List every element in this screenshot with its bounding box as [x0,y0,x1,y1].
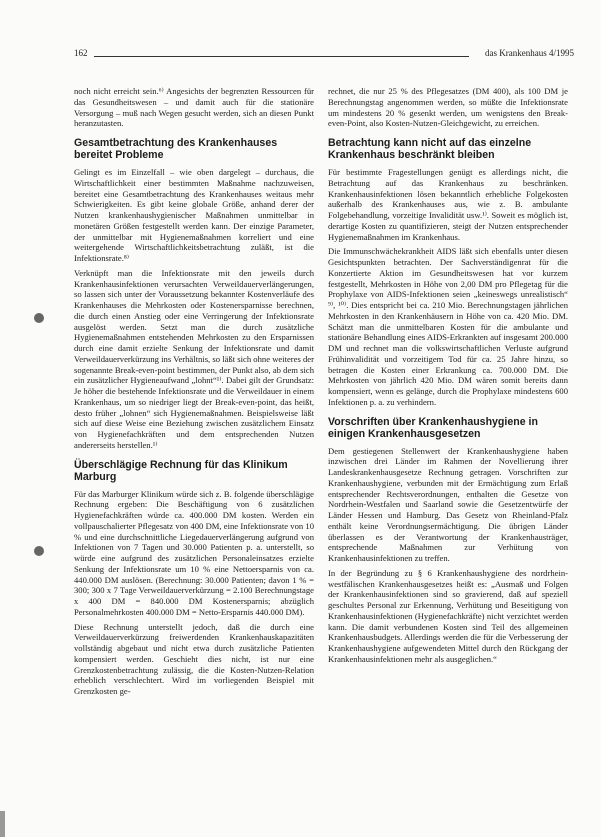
page-number: 162 [74,48,88,58]
section-heading: Überschlägige Rechnung für das Klinikum Marburg [74,458,288,483]
scan-edge-mark [0,811,5,837]
punch-hole-icon [34,313,44,323]
section-heading: Gesamtbetrachtung des Krankenhauses bereitet Probleme [74,137,278,161]
paragraph: rechnet, die nur 25 % des Pflegesatzes (DM 400), als 100 DM je Berechnungstag angenommen werden, so müßte die Infektionsrate um mindestens 20 % gesenkt werden, um wenigstens den Break-even-Point, also Kosten-Nutzen-Gleichgewicht, zu erreichen. [328,86,568,129]
punch-hole-icon [34,546,44,556]
journal-name: das Krankenhaus 4/1995 [485,48,574,58]
paragraph: Diese Rechnung unterstellt jedoch, daß die durch eine Verweildauerverkürzung freiwerdenden Krankenhauskapazitäten vollständig abgebaut und nicht etwa durch zusätzliche Patienten kompensiert werden. Geschieht dies nicht, ist nur eine Grenzkostenbetrachtung zulässig, die die Kosten-Nutzen-Relation erheblich verschlechtert. Wird im vorliegenden Beispiel mit Grenzkosten ge- [74,621,314,696]
left-column [74,86,314,701]
paragraph: Für bestimmte Fragestellungen genügt es allerdings nicht, die Betrachtung auf das Krankenhaus zu beschränken. Krankenhausinfektionen lösen bekanntlich erhebliche Folgekosten außerhalb des Krankenhauses aus, wie z. B. ambulante Folgebehandlung, vorzeitige Invalidität usw.¹⁾. Soweit es möglich ist, derartige Kosten zu quantifizieren, steigt der Nutzen entsprechender Hygienemaßnahmen im Krankenhaus. [328,167,568,242]
paragraph: Verknüpft man die Infektionsrate mit den jeweils durch Krankenhausinfektionen verursachten Verweildauerverlängerungen, so lassen sich unter der Voraussetzung bekannter Kostenverläufe des Krankenhauses die Mehrkosten oder Kostenersparnisse berechnen, die durch einen Anstieg oder eine Verringerung der Infektionsrate ausgelöst werden. Setzt man die durch zusätzliche Hygienemaßnahmen entstehenden Mehrkosten zu den Ersparnissen durch eine damit erzielte Senkung der Infektionsrate und damit Verweildauerverkürzung ins Verhältnis, so läßt sich ohne weiteres der sogenannte Break-even-point bestimmen, der Punkt also, ab dem sich ein zusätzlicher Hygieneaufwand „lohnt“¹⁾. Dabei gilt der Grundsatz: Je höher die bestehende Infektionsrate und die Verweildauer in einem Krankenhaus, um so niedriger liegt der Break-even-point, das heißt, desto früher „lohnen“ sich Hygienemaßnahmen. Beispielsweise läßt sich auf diese Weise eine Beziehung zwischen zusätzlichem Einsatz von Hygienefachkräften und dem entsprechenden Nutzen andererseits herstellen.¹⁾ [74,267,314,450]
paragraph: In der Begründung zu § 6 Krankenhaushygiene des nordrhein-westfälischen Krankenhausgesetzes heißt es: „Ausmaß und Folgen der Krankenhausinfektionen sind so gravierend, daß auf speziell geschultes Personal zur Erkennung, Verhütung und Beseitigung von Krankenhausinfektionen (Hygienefachkräfte) nicht verzichtet werden kann. Die damit verbundenen Kosten sind Teil des allgemeinen Krankenhausbudgets. Allerdings werden die für die Verbesserung der Krankenhaushygiene aufgewendeten Mittel durch den Rückgang der Krankenhausinfektionen mehr als ausgeglichen.“ [328,567,568,664]
paragraph: Dem gestiegenen Stellenwert der Krankenhaushygiene haben inzwischen drei Länder im Rahmen der Novellierung ihrer Landeskrankenhausgesetze Rechnung getragen. Vorschriften zur Krankenhaushygiene, verbunden mit der Ermächtigung zum Erlaß entsprechender Rechtsverordnungen, enthalten die Gesetze von Nordrhein-Westfalen und Saarland sowie die Gesetzentwürfe der Länder Hessen und Hamburg. Das Gesetz von Rheinland-Pfalz enthält keine Verordnungsermächtigung. Die übrigen Länder überlassen es der Verantwortung der Krankenhausträger, entsprechende Maßnahmen zur Verhütung von Krankenhausinfektionen zu treffen. [328,445,568,563]
section-heading: Betrachtung kann nicht auf das einzelne Krankenhaus beschränkt bleiben [328,137,532,161]
paragraph: Gelingt es im Einzelfall – wie oben dargelegt – durchaus, die Wirtschaftlichkeit einer bestimmten Maßnahme nachzuweisen, bereitet eine Gesamtbetrachtung des Krankenhauses weitaus mehr Schwierigkeiten. Es gibt keine globale Größe, anhand derer der Nutzen krankenhaushygienischer Maßnahmen unmittelbar in monetären Größen festgestellt werden kann. Der einzige Parameter, der unmittelbar mit Hygienemaßnahmen korreliert und eine weitergehende Wirtschaftlichkeitsbetrachtung zuläßt, ist die Infektionsrate.⁸⁾ [74,167,314,263]
paragraph: Für das Marburger Klinikum würde sich z. B. folgende überschlägige Rechnung ergeben: Die Beschäftigung von 6 zusätzlichen Hygienefachkräften würde ca. 400.000 DM kosten. Werden ein vollpauschalierter Pflegesatz von 400 DM, eine Infektionsrate von 10 % und eine durchschnittliche Liegedauerverlängerung aufgrund von Infektionen von 7 Tagen und 30.000 Patienten p. a. unterstellt, so würde eine aufgrund des zusätzlichen Personaleinsatzes erzielte Senkung der Infektionsrate um 10 % eine Nettoersparnis von ca. 440.000 DM auslösen. (Berechnung: 30.000 Patienten; davon 1 % = 300; 300 x 7 Tage Verweildauerverkürzung = 2.100 Berechnungstage x 400 DM = 840.000 DM Kostenersparnis; abzüglich Personalmehrkosten 400.000 DM = Netto-Ersparnis 440.000 DM). [74,488,314,617]
page-header [74,47,574,59]
header-rule [94,56,469,57]
paragraph: noch nicht erreicht sein.⁶⁾ Angesichts der begrenzten Ressourcen für das Gesundheitswesen – und damit auch für die stationäre Versorgung – muß nach Wegen gesucht werden, sich an diesen Punkt heranzutasten. [74,86,314,129]
section-heading: Vorschriften über Krankenhaushygiene in einigen Krankenhausgesetzen [328,415,538,440]
right-column [328,86,568,669]
paragraph: Die Immunschwächekrankheit AIDS läßt sich ebenfalls unter diesen Gesichtspunkten betrachten. Der Sachverständigenrat für die Konzertierte Aktion im Gesundheitswesen hat vor kurzem festgestellt, Mehrkosten in Höhe von 2,00 DM pro Pflegetag für die Prophylaxe von AIDS-Infektionen seien „keineswegs unrealistisch“ ⁹⁾, ¹⁰⁾. Dies entspricht bei ca. 210 Mio. Berechnungstagen jährlichen Mehrkosten in den Krankenhäusern in Höhe von ca. 420 Mio. DM. Schätzt man die unmittelbaren Kosten für die ambulante und stationäre Behandlung eines AIDS-Erkrankten auf insgesamt 200.000 DM und rechnet man die volkswirtschaftlichen Verluste aufgrund Frühinvalidität und vorzeitigem Tod für ca. 25 Jahre hinzu, so betragen die Kosten einer Erkrankung ca. 700.000 DM. Die Mehrkosten von jährlich 420 Mio. DM wären somit bereits dann kompensiert, wenn es gelänge, durch die Prophylaxe mindestens 600 Infektionen p. a. zu verhindern. [328,246,568,407]
